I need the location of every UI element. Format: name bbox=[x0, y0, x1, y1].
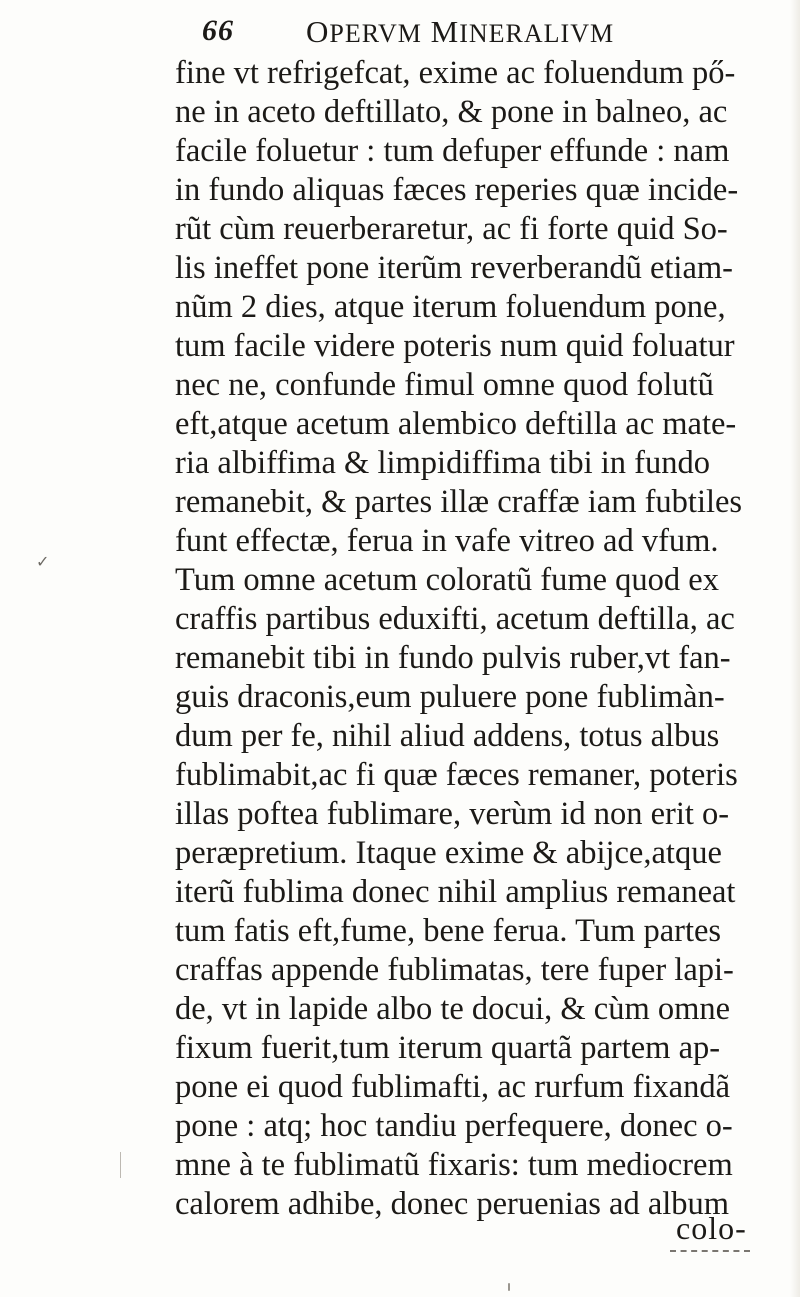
text-line: iterũ fublima donec nihil amplius remaneat bbox=[175, 874, 736, 910]
text-line: pone ei quod fublimafti, ac rurfum fixandã bbox=[175, 1069, 731, 1105]
text-line: in fundo aliquas fæces reperies quæ incide- bbox=[175, 172, 739, 208]
margin-mark: ✓ bbox=[36, 554, 50, 571]
running-title-rest-1: PERVM bbox=[329, 19, 422, 48]
text-line: ria albiffima & limpidiffima tibi in fundo bbox=[175, 445, 710, 481]
text-line: rũt cùm reuerberaretur, ac fi forte quid So- bbox=[175, 211, 728, 247]
page-number: 66 bbox=[202, 14, 234, 47]
text-line: fixum fuerit,tum iterum quartã partem ap- bbox=[175, 1030, 721, 1066]
running-title-initial-1: O bbox=[306, 14, 330, 49]
text-line: ne in aceto deftillato, & pone in balneo, ac bbox=[175, 94, 728, 130]
ink-speck bbox=[508, 1283, 510, 1291]
text-line: fine vt refrigefcat, exime ac foluendum pő- bbox=[175, 55, 736, 91]
catchword-rule bbox=[670, 1250, 750, 1252]
text-line: pone : atq; hoc tandiu perfequere, donec o- bbox=[175, 1108, 733, 1144]
text-line: calorem adhibe, donec peruenias ad album bbox=[175, 1186, 730, 1222]
text-line: lis ineffet pone iterũm reverberandũ etiam- bbox=[175, 250, 733, 286]
page-edge-shadow bbox=[790, 0, 800, 1297]
text-line: guis draconis,eum puluere pone fublimàn- bbox=[175, 679, 725, 715]
text-line: peræpretium. Itaque exime & abijce,atque bbox=[175, 835, 722, 871]
catchword: colo- bbox=[676, 1210, 747, 1246]
text-line: dum per fe, nihil aliud addens, totus albus bbox=[175, 718, 720, 754]
text-line: craffas appende fublimatas, tere fuper lapi- bbox=[175, 952, 734, 988]
text-line: craffis partibus eduxifti, acetum deftilla, ac bbox=[175, 601, 735, 637]
text-line: fublimabit,ac fi quæ fæces remaner, poteris bbox=[175, 757, 738, 793]
text-line: tum fatis eft,fume, bene ferua. Tum partes bbox=[175, 913, 722, 949]
text-line: facile foluetur : tum defuper effunde : nam bbox=[175, 133, 730, 169]
text-line: de, vt in lapide albo te docui, & cùm omne bbox=[175, 991, 731, 1027]
text-line: Tum omne acetum coloratũ fume quod ex bbox=[175, 562, 719, 598]
text-line: funt effectæ, ferua in vafe vitreo ad vfum. bbox=[175, 523, 719, 559]
running-title-rest-2: INERALIVM bbox=[459, 19, 615, 48]
text-line: remanebit tibi in fundo pulvis ruber,vt fan- bbox=[175, 640, 731, 676]
body-text bbox=[175, 54, 760, 1224]
text-line: tum facile videre poteris num quid foluatur bbox=[175, 328, 735, 364]
running-header bbox=[202, 14, 800, 58]
ink-speck bbox=[120, 1152, 121, 1178]
text-line: remanebit, & partes illæ craffæ iam fubtiles bbox=[175, 484, 743, 520]
text-line: nec ne, confunde fimul omne quod folutũ bbox=[175, 367, 714, 403]
running-title bbox=[306, 14, 614, 50]
text-line: mne à te fublimatũ fixaris: tum mediocrem bbox=[175, 1147, 733, 1183]
text-line: nũm 2 dies, atque iterum foluendum pone, bbox=[175, 289, 726, 325]
text-line: illas poftea fublimare, verùm id non erit o- bbox=[175, 796, 730, 832]
text-line: eft,atque acetum alembico deftilla ac mate- bbox=[175, 406, 737, 442]
running-title-initial-2: M bbox=[430, 14, 460, 49]
